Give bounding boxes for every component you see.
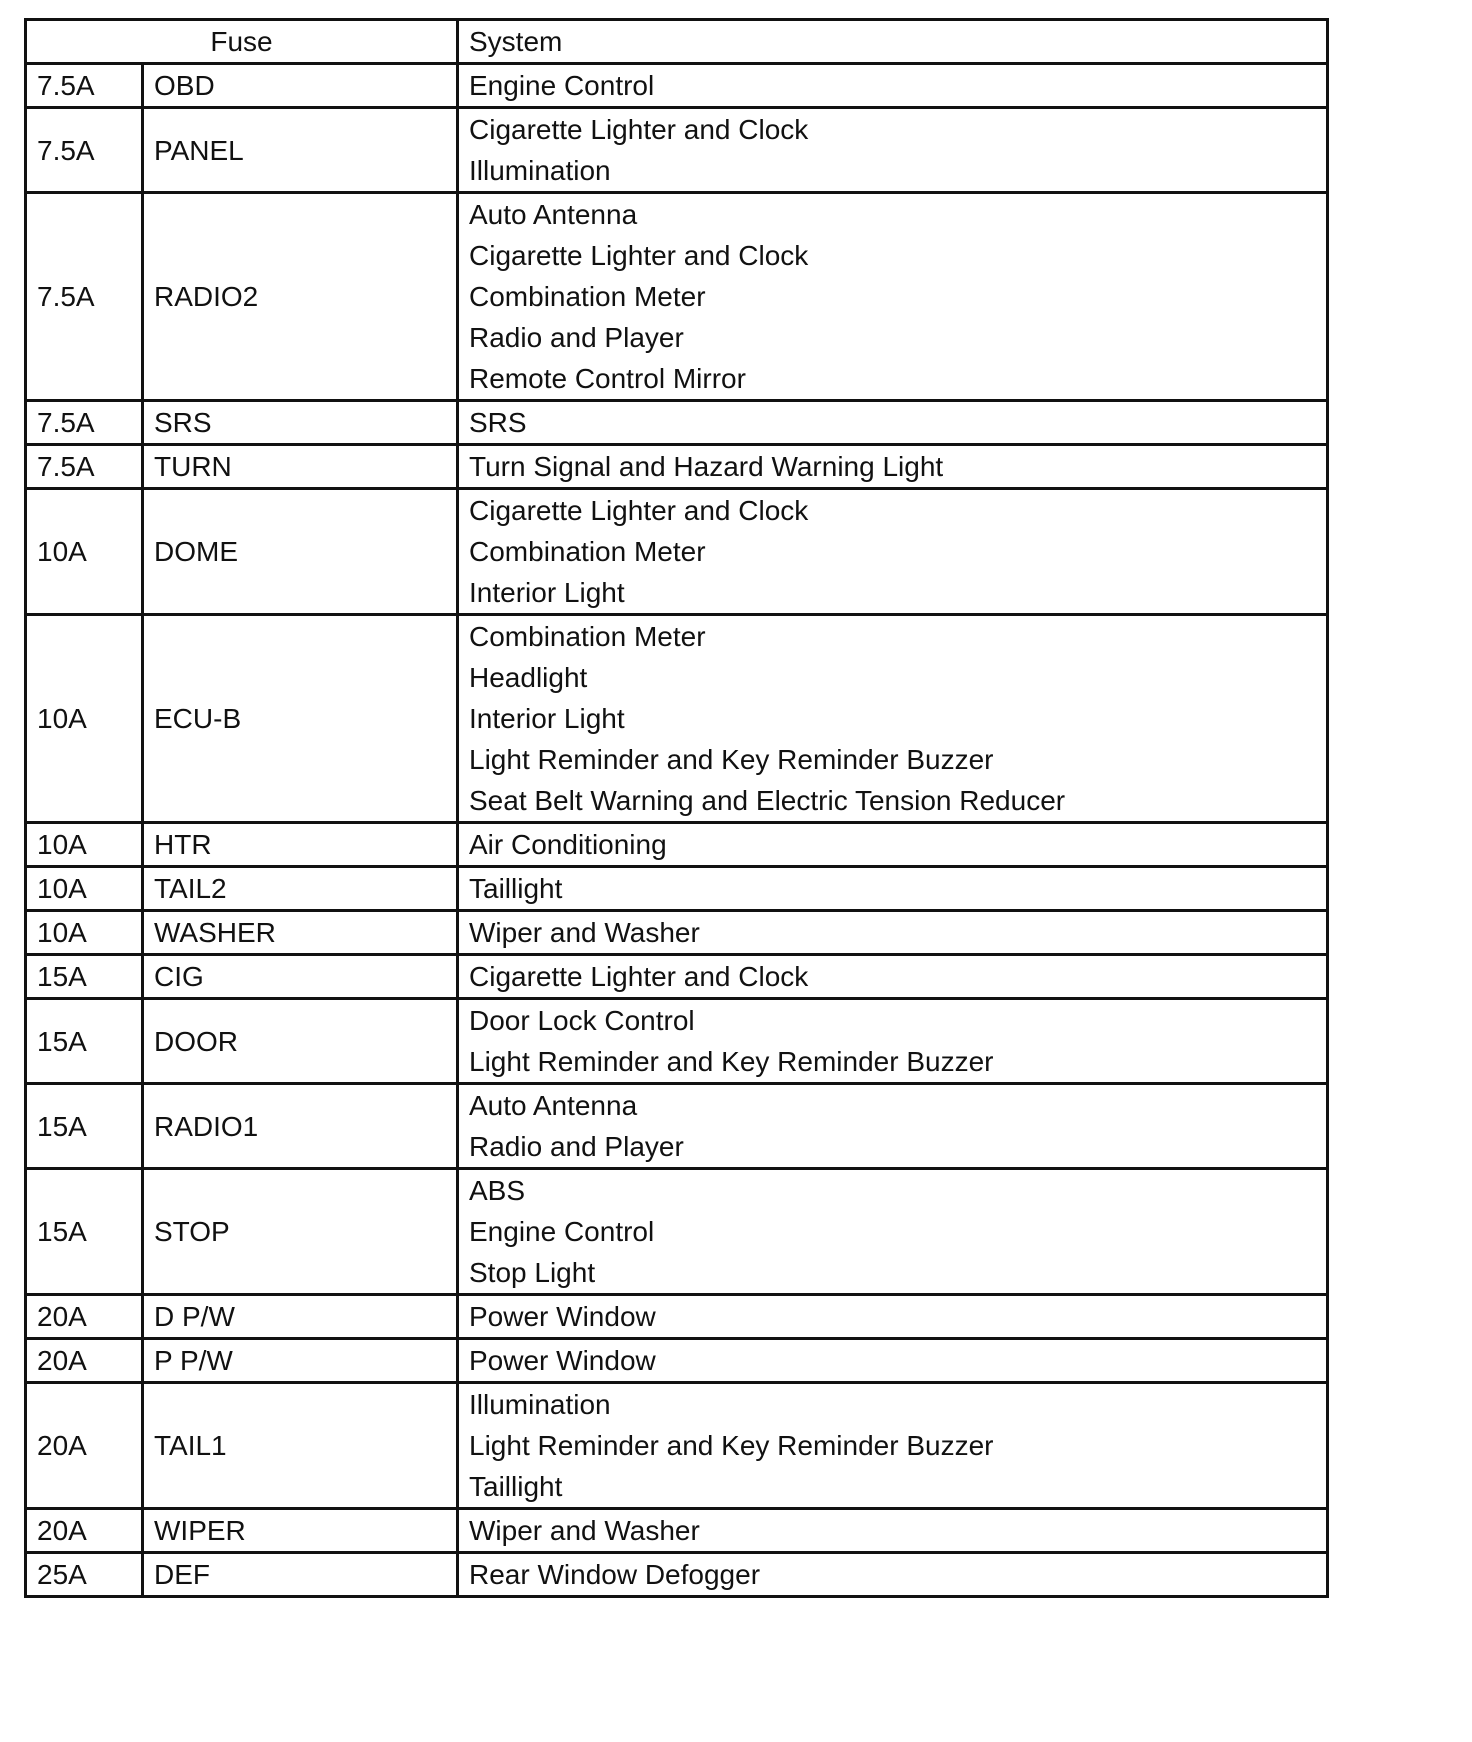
- system-list: [458, 999, 1328, 1084]
- system-item: Combination Meter: [469, 621, 706, 652]
- system-list: [458, 615, 1328, 823]
- fuse-amperage: 10A: [26, 615, 143, 823]
- fuse-name: SRS: [143, 401, 458, 445]
- table-row: [26, 615, 1328, 823]
- system-list: [458, 867, 1328, 911]
- system-item: Illumination: [469, 1389, 611, 1420]
- system-item: Combination Meter: [469, 536, 706, 567]
- fuse-amperage: 15A: [26, 955, 143, 999]
- table-row: [26, 1295, 1328, 1339]
- fuse-amperage: 10A: [26, 867, 143, 911]
- system-item: Cigarette Lighter and Clock: [469, 240, 809, 271]
- table-row: [26, 64, 1328, 108]
- table-row: [26, 911, 1328, 955]
- system-list: [458, 1169, 1328, 1295]
- system-list: [458, 911, 1328, 955]
- fuse-amperage: 7.5A: [26, 193, 143, 401]
- fuse-table: [24, 18, 1329, 1598]
- table-body: [26, 64, 1328, 1597]
- system-item: Taillight: [469, 1471, 563, 1502]
- system-list: [458, 1553, 1328, 1597]
- system-item: Cigarette Lighter and Clock: [469, 495, 809, 526]
- system-item: Light Reminder and Key Reminder Buzzer: [469, 1430, 994, 1461]
- system-item: Radio and Player: [469, 322, 684, 353]
- system-column-header: System: [458, 20, 1328, 64]
- system-item: Auto Antenna: [469, 1090, 638, 1121]
- system-list: [458, 401, 1328, 445]
- system-item: Stop Light: [469, 1257, 596, 1288]
- system-item: Air Conditioning: [469, 829, 667, 860]
- fuse-name: STOP: [143, 1169, 458, 1295]
- system-item: Headlight: [469, 662, 588, 693]
- table-row: [26, 867, 1328, 911]
- system-item: Turn Signal and Hazard Warning Light: [469, 451, 944, 482]
- system-item: Engine Control: [469, 1216, 655, 1247]
- system-list: [458, 1295, 1328, 1339]
- fuse-name: PANEL: [143, 108, 458, 193]
- system-item: Auto Antenna: [469, 199, 638, 230]
- system-item: Remote Control Mirror: [469, 363, 746, 394]
- system-list: [458, 489, 1328, 615]
- table-row: [26, 1084, 1328, 1169]
- system-item: Wiper and Washer: [469, 1515, 700, 1546]
- system-item: Rear Window Defogger: [469, 1559, 761, 1590]
- system-list: [458, 823, 1328, 867]
- system-item: Taillight: [469, 873, 563, 904]
- system-item: ABS: [469, 1175, 526, 1206]
- table-header: [26, 20, 1328, 64]
- fuse-amperage: 15A: [26, 999, 143, 1084]
- header-row: [26, 20, 1328, 64]
- table-row: [26, 1383, 1328, 1509]
- system-item: Light Reminder and Key Reminder Buzzer: [469, 1046, 994, 1077]
- fuse-name: DOOR: [143, 999, 458, 1084]
- fuse-amperage: 20A: [26, 1509, 143, 1553]
- system-list: [458, 193, 1328, 401]
- table-row: [26, 1509, 1328, 1553]
- fuse-amperage: 7.5A: [26, 445, 143, 489]
- table-row: [26, 108, 1328, 193]
- fuse-amperage: 15A: [26, 1169, 143, 1295]
- table-row: [26, 401, 1328, 445]
- system-list: [458, 955, 1328, 999]
- table-row: [26, 999, 1328, 1084]
- fuse-name: CIG: [143, 955, 458, 999]
- fuse-amperage: 20A: [26, 1339, 143, 1383]
- system-list: [458, 108, 1328, 193]
- table-row: [26, 1169, 1328, 1295]
- fuse-name: ECU-B: [143, 615, 458, 823]
- system-list: [458, 1339, 1328, 1383]
- fuse-name: WIPER: [143, 1509, 458, 1553]
- fuse-amperage: 15A: [26, 1084, 143, 1169]
- table-row: [26, 445, 1328, 489]
- fuse-name: WASHER: [143, 911, 458, 955]
- system-item: Door Lock Control: [469, 1005, 695, 1036]
- fuse-amperage: 25A: [26, 1553, 143, 1597]
- system-list: [458, 1383, 1328, 1509]
- system-list: [458, 1509, 1328, 1553]
- system-item: Seat Belt Warning and Electric Tension Reducer: [469, 785, 1066, 816]
- system-item: Wiper and Washer: [469, 917, 700, 948]
- fuse-amperage: 7.5A: [26, 108, 143, 193]
- system-list: [458, 64, 1328, 108]
- fuse-amperage: 10A: [26, 911, 143, 955]
- fuse-name: TURN: [143, 445, 458, 489]
- fuse-amperage: 10A: [26, 823, 143, 867]
- table-row: [26, 193, 1328, 401]
- system-item: Interior Light: [469, 577, 625, 608]
- fuse-name: TAIL1: [143, 1383, 458, 1509]
- table-row: [26, 1553, 1328, 1597]
- fuse-name: RADIO2: [143, 193, 458, 401]
- fuse-name: TAIL2: [143, 867, 458, 911]
- fuse-name: DOME: [143, 489, 458, 615]
- fuse-amperage: 20A: [26, 1383, 143, 1509]
- system-item: Interior Light: [469, 703, 625, 734]
- fuse-name: OBD: [143, 64, 458, 108]
- fuse-name: DEF: [143, 1553, 458, 1597]
- fuse-name: D P/W: [143, 1295, 458, 1339]
- system-item: Power Window: [469, 1301, 656, 1332]
- fuse-amperage: 7.5A: [26, 401, 143, 445]
- table-row: [26, 823, 1328, 867]
- fuse-name: RADIO1: [143, 1084, 458, 1169]
- system-item: Combination Meter: [469, 281, 706, 312]
- system-item: Radio and Player: [469, 1131, 684, 1162]
- system-list: [458, 445, 1328, 489]
- system-item: Cigarette Lighter and Clock: [469, 961, 809, 992]
- system-item: Engine Control: [469, 70, 655, 101]
- table-row: [26, 1339, 1328, 1383]
- table-row: [26, 955, 1328, 999]
- system-item: SRS: [469, 407, 527, 438]
- fuse-column-header: Fuse: [26, 20, 458, 64]
- fuse-amperage: 10A: [26, 489, 143, 615]
- system-item: Light Reminder and Key Reminder Buzzer: [469, 744, 994, 775]
- fuse-name: P P/W: [143, 1339, 458, 1383]
- system-item: Power Window: [469, 1345, 656, 1376]
- fuse-amperage: 7.5A: [26, 64, 143, 108]
- table-row: [26, 489, 1328, 615]
- fuse-name: HTR: [143, 823, 458, 867]
- system-item: Illumination: [469, 155, 611, 186]
- fuse-amperage: 20A: [26, 1295, 143, 1339]
- system-item: Cigarette Lighter and Clock: [469, 114, 809, 145]
- system-list: [458, 1084, 1328, 1169]
